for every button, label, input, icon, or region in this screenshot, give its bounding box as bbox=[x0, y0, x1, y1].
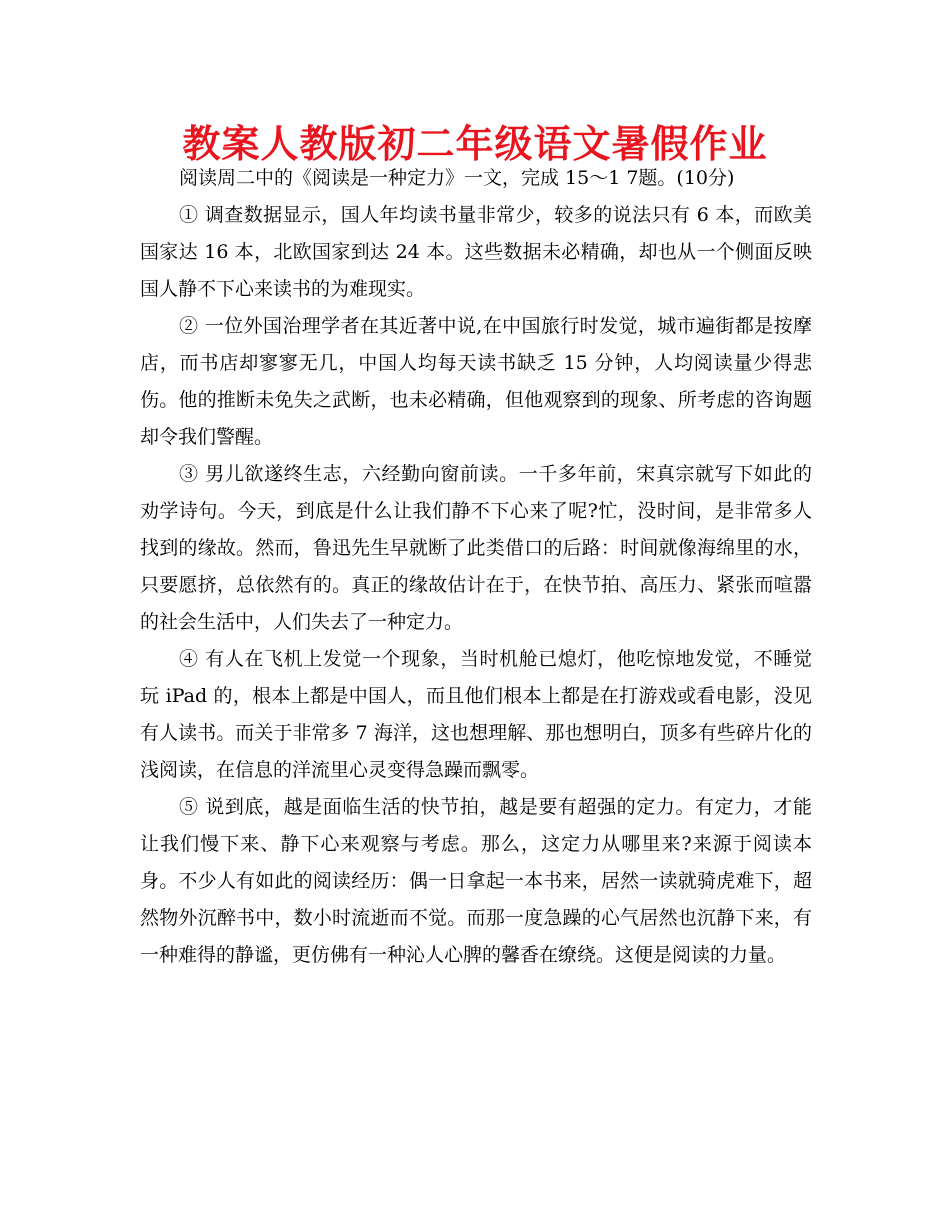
paragraph-4: ④ 有人在飞机上发觉一个现象，当时机舱已熄灯，他吃惊地发觉，不睡觉玩 iPad 的，根本上都是中国人，而且他们根本上都是在打游戏或看电影，没见有人读书。而关于非常多 7 海洋，这也想理解、那也想明白，顶多有些碎片化的浅阅读，在信息的洋流里心灵变得急躁而飘零。 bbox=[140, 648, 812, 781]
paragraph-1: ① 调查数据显示，国人年均读书量非常少，较多的说法只有 6 本，而欧美国家达 16 本，北欧国家到达 24 本。这些数据未必精确，却也从一个侧面反映国人静不下心来读书的为难现实。 bbox=[140, 204, 812, 300]
paragraph-3: ③ 男儿欲遂终生志，六经勤向窗前读。一千多年前，宋真宗就写下如此的劝学诗句。今天，到底是什么让我们静不下心来了呢?忙，没时间，是非常多人找到的缘故。然而，鲁迅先生早就断了此类借口的后路：时间就像海绵里的水，只要愿挤，总依然有的。真正的缘故估计在于，在快节拍、高压力、紧张而喧嚣的社会生活中，人们失去了一种定力。 bbox=[140, 463, 812, 633]
document-title: 教案人教版初二年级语文暑假作业 bbox=[182, 122, 768, 166]
document-body bbox=[140, 160, 812, 974]
paragraph-5: ⑤ 说到底，越是面临生活的快节拍，越是要有超强的定力。有定力，才能让我们慢下来、静下心来观察与考虑。那么，这定力从哪里来?来源于阅读本身。不少人有如此的阅读经历：偶一日拿起一本书来，居然一读就骑虎难下，超然物外沉醉书中，数小时流逝而不觉。而那一度急躁的心气居然也沉静下来，有一种难得的静谧，更仿佛有一种沁人心脾的馨香在缭绕。这便是阅读的力量。 bbox=[140, 796, 812, 966]
paragraph-instructions: 阅读周二中的《阅读是一种定力》一文，完成 15～1 7题。(10分) bbox=[179, 167, 735, 189]
paragraph-2: ② 一位外国治理学者在其近著中说,在中国旅行时发觉，城市遍街都是按摩店，而书店却寥寥无几，中国人均每天读书缺乏 15 分钟，人均阅读量少得悲伤。他的推断未免失之武断，也未必精确，但他观察到的现象、所考虑的咨询题却令我们警醒。 bbox=[140, 315, 812, 448]
